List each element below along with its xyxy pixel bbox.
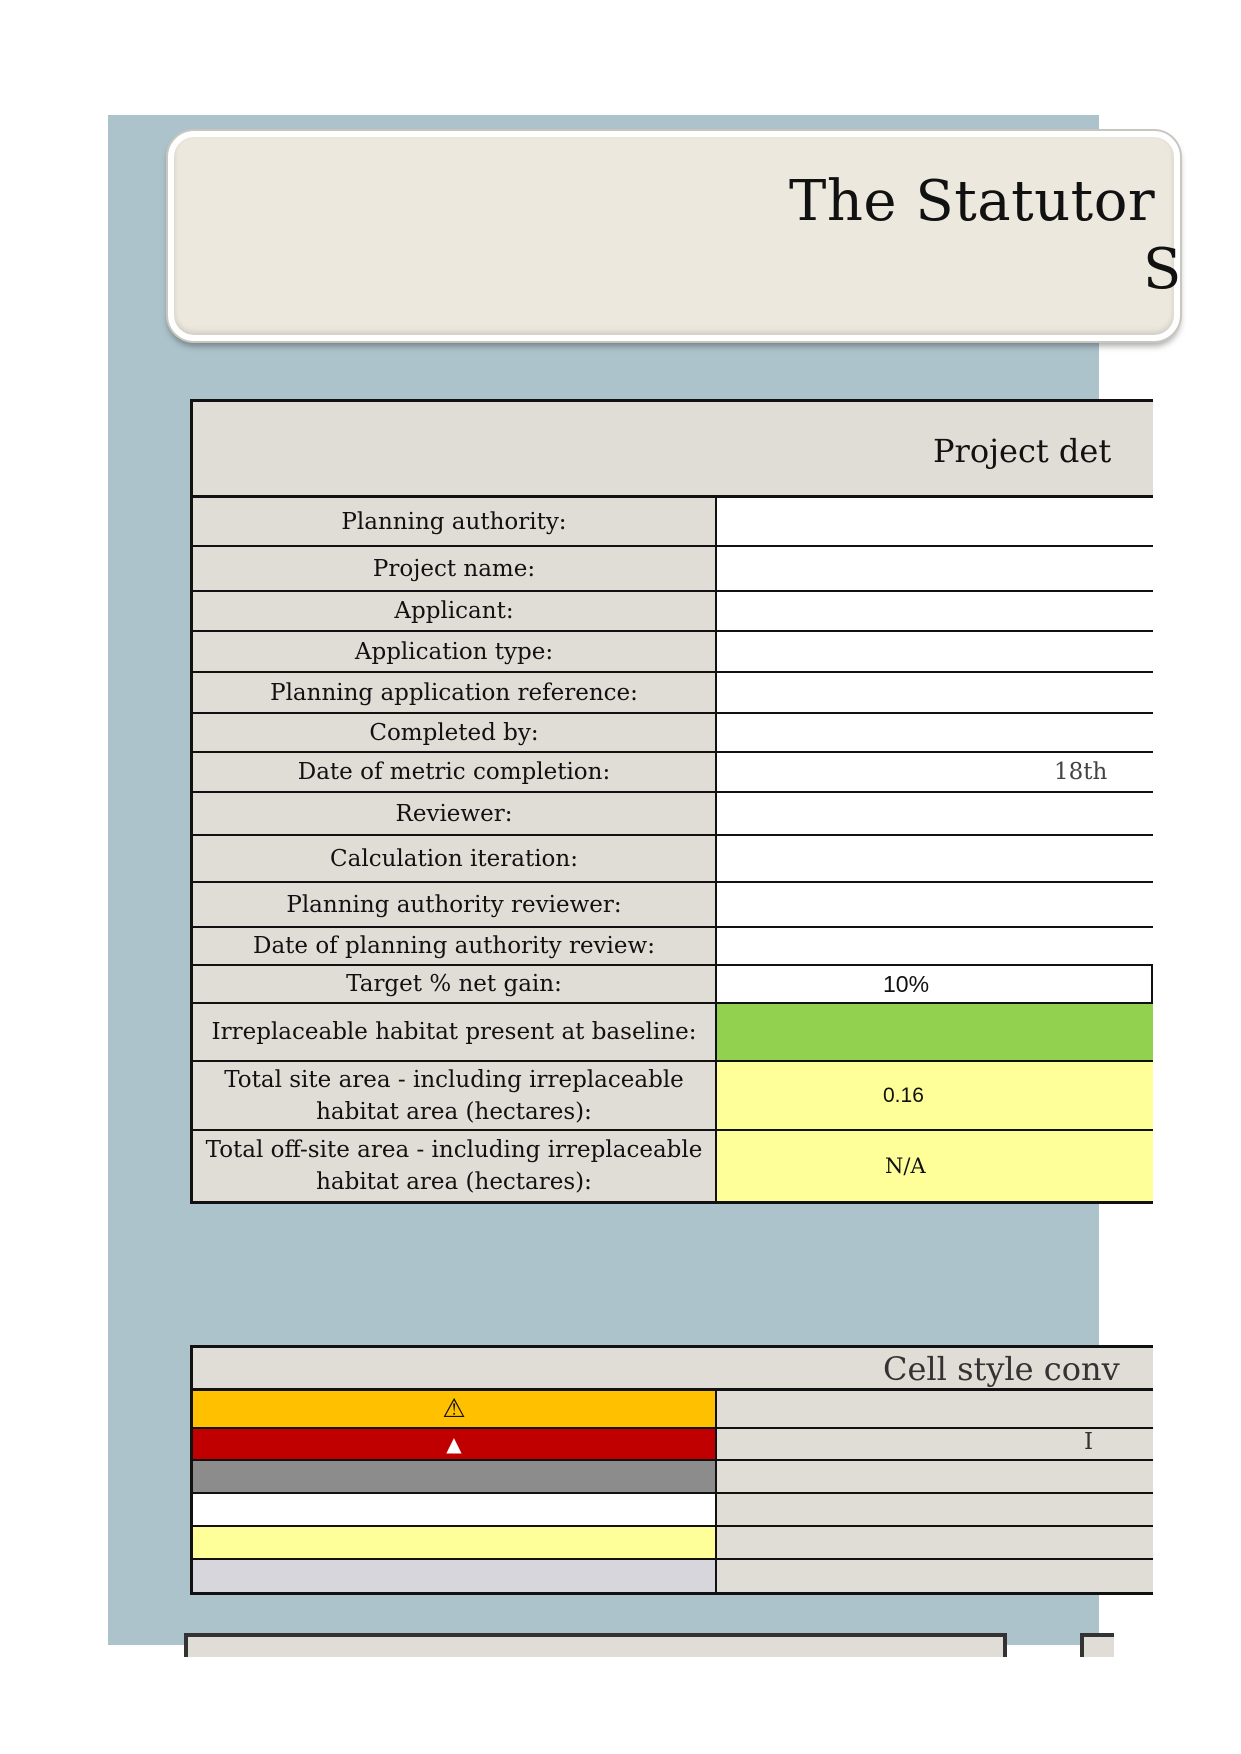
row-label: Total site area - including irreplaceable habitat area (hectares):: [193, 1062, 717, 1129]
row-label: Completed by:: [193, 714, 717, 751]
row-completed-by: [193, 714, 1153, 753]
row-date-of-metric-completion: [193, 753, 1153, 793]
row-label: Application type:: [193, 632, 717, 671]
legend-row-error: [193, 1429, 1153, 1461]
row-target-net-gain: [193, 966, 1153, 1004]
project-details-heading: Project det: [933, 432, 1112, 470]
row-project-name: [193, 547, 1153, 592]
row-planning-authority-reviewer: [193, 883, 1153, 928]
row-label: Date of planning authority review:: [193, 928, 717, 964]
legend-row-lightgrey: [193, 1560, 1153, 1592]
row-label: Irreplaceable habitat present at baseline:: [193, 1004, 717, 1060]
reviewer-cell[interactable]: [717, 793, 1153, 834]
grey-swatch: [193, 1461, 717, 1492]
yellow-swatch: [193, 1527, 717, 1558]
row-label: Target % net gain:: [193, 966, 717, 1002]
row-total-off-site-area: [193, 1131, 1153, 1201]
white-swatch: [193, 1494, 717, 1525]
legend-row-grey: [193, 1461, 1153, 1494]
row-irreplaceable-habitat: [193, 1004, 1153, 1062]
row-label: Date of metric completion:: [193, 753, 717, 791]
legend-description: [717, 1391, 1153, 1427]
row-label: Project name:: [193, 547, 717, 590]
irreplaceable-habitat-cell[interactable]: [717, 1004, 1153, 1060]
planning-authority-cell[interactable]: [717, 498, 1153, 545]
row-calculation-iteration: [193, 836, 1153, 883]
completed-by-cell[interactable]: [717, 714, 1153, 751]
row-planning-application-reference: [193, 673, 1153, 714]
applicant-cell[interactable]: [717, 592, 1153, 630]
triangle-icon: ▲: [193, 1429, 717, 1459]
application-type-cell[interactable]: [717, 632, 1153, 671]
row-reviewer: [193, 793, 1153, 836]
legend-description: [717, 1494, 1153, 1525]
project-details-table: [190, 399, 1153, 1204]
row-total-site-area: [193, 1062, 1153, 1131]
legend-row-warning: [193, 1391, 1153, 1429]
light-grey-swatch: [193, 1560, 717, 1592]
row-applicant: [193, 592, 1153, 632]
total-off-site-area-cell: N/A: [717, 1131, 1153, 1201]
legend-description: I: [1084, 1429, 1094, 1455]
title-line-2: S: [1143, 237, 1182, 302]
target-net-gain-cell[interactable]: 10%: [717, 966, 1153, 1002]
bottom-panel-left: [184, 1633, 1007, 1657]
row-date-of-planning-authority-review: [193, 928, 1153, 966]
row-label: Applicant:: [193, 592, 717, 630]
cell-style-heading: Cell style conv: [883, 1350, 1120, 1388]
row-label: Planning authority reviewer:: [193, 883, 717, 926]
title-banner: [168, 131, 1180, 341]
row-label: Total off-site area - including irreplaceable habitat area (hectares):: [193, 1131, 717, 1201]
planning-authority-reviewer-cell[interactable]: [717, 883, 1153, 926]
cell-style-conventions-table: [190, 1345, 1153, 1595]
row-label: Reviewer:: [193, 793, 717, 834]
planning-reference-cell[interactable]: [717, 673, 1153, 712]
date-of-metric-completion-cell[interactable]: 18th: [717, 753, 1153, 791]
legend-row-white: [193, 1494, 1153, 1527]
cell-style-header: [193, 1348, 1153, 1391]
row-label: Planning authority:: [193, 498, 717, 545]
project-details-header: [193, 402, 1153, 498]
calculation-iteration-cell[interactable]: [717, 836, 1153, 881]
row-label: Planning application reference:: [193, 673, 717, 712]
total-site-area-cell: 0.16: [717, 1062, 1153, 1129]
row-planning-authority: [193, 498, 1153, 547]
warning-icon: ⚠: [193, 1391, 717, 1427]
row-label: Calculation iteration:: [193, 836, 717, 881]
bottom-panel-right: [1080, 1633, 1114, 1657]
worksheet: [108, 115, 1182, 1645]
project-name-cell[interactable]: [717, 547, 1153, 590]
legend-description: [717, 1527, 1153, 1558]
legend-description: [717, 1560, 1153, 1592]
title-line-1: The Statutor: [789, 169, 1156, 234]
row-application-type: [193, 632, 1153, 673]
legend-description: [717, 1461, 1153, 1492]
date-of-review-cell[interactable]: [717, 928, 1153, 964]
legend-row-yellow: [193, 1527, 1153, 1560]
